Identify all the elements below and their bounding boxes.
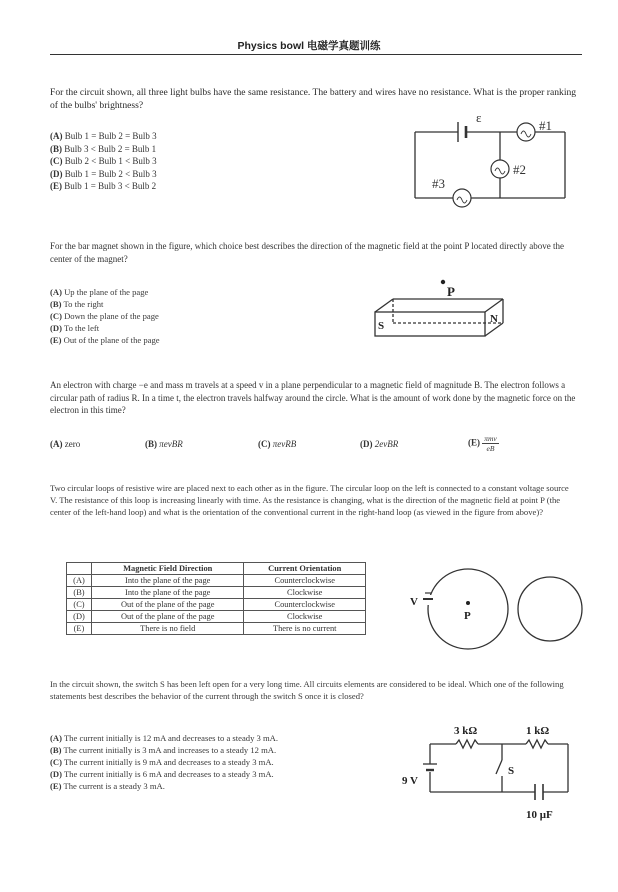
q2-bar-magnet-diagram — [365, 272, 525, 352]
q5-options — [50, 732, 390, 792]
q1-option-e[interactable] — [50, 180, 270, 193]
q1-option-c[interactable] — [50, 155, 270, 168]
table-row[interactable] — [67, 623, 366, 635]
table-cell: There is no current — [244, 623, 366, 635]
fraction — [482, 434, 499, 453]
table-header: Current Orientation — [244, 563, 366, 575]
table-header-row — [67, 563, 366, 575]
q3-options — [50, 434, 582, 458]
bar-magnet — [375, 299, 503, 336]
table-cell: Clockwise — [244, 587, 366, 599]
option-label: (D) — [360, 439, 373, 449]
bulb-1-icon — [517, 123, 535, 141]
q3-option-a[interactable] — [50, 438, 80, 451]
battery-icon — [458, 122, 466, 142]
q5-option-a[interactable] — [50, 732, 390, 744]
q3-option-d[interactable] — [360, 438, 398, 451]
fraction-denominator: eB — [486, 444, 495, 453]
resistor-1k-label: 1 kΩ — [526, 725, 550, 737]
switch-label: S — [508, 765, 515, 777]
option-label: (C) — [258, 439, 271, 449]
option-label: (C) — [50, 311, 62, 321]
option-label: (B) — [50, 299, 62, 309]
option-text: The current initially is 3 mA and increases to a steady 12 mA. — [63, 745, 277, 755]
capacitor-label: 10 μF — [526, 809, 553, 821]
option-text: 2evBR — [374, 439, 399, 449]
option-text: To the left — [63, 323, 100, 333]
q3-option-c[interactable] — [258, 438, 296, 451]
q3-option-b[interactable] — [145, 438, 183, 451]
table-cell: (E) — [67, 623, 92, 635]
point-p-dot — [441, 280, 445, 284]
q5-option-b[interactable] — [50, 744, 390, 756]
q2-option-c[interactable] — [50, 310, 270, 322]
table-cell: Into the plane of the page — [92, 575, 244, 587]
option-text: Bulb 1 = Bulb 2 = Bulb 3 — [64, 131, 157, 141]
q1-text: For the circuit shown, all three light bulbs have the same resistance. The battery and wires have no resistance. What is the proper ranking of the bulbs' brightness? — [50, 87, 577, 111]
q5-option-c[interactable] — [50, 756, 390, 768]
q4-loops-diagram — [398, 565, 588, 655]
option-text: Bulb 2 < Bulb 1 < Bulb 3 — [64, 156, 157, 167]
option-text: The current initially is 9 mA and decreases to a steady 3 mA. — [63, 757, 274, 767]
table-header — [67, 563, 92, 575]
q1-options — [50, 130, 270, 193]
bulb-2-label: #2 — [513, 162, 526, 177]
option-text: zero — [64, 439, 81, 449]
south-pole-label: S — [378, 320, 385, 332]
fraction-numerator: πmv — [484, 434, 497, 443]
q2-text: For the bar magnet shown in the figure, which choice best describes the direction of the magnetic field at the point P located directly above the center of the magnet? — [50, 241, 565, 264]
q5-text: In the circuit shown, the switch S has been left open for a very long time. All circuits elements are considered to be ideal. Which one of the following statements best describes the behavior of the current through the switch S once it is closed? — [50, 679, 564, 701]
point-p-label: P — [447, 284, 455, 299]
option-label: (B) — [50, 143, 62, 154]
voltage-source-label: V — [410, 596, 418, 608]
option-label: (D) — [50, 168, 63, 179]
table-cell: Clockwise — [244, 611, 366, 623]
option-label: (D) — [50, 323, 62, 333]
q5-option-d[interactable] — [50, 768, 390, 780]
header-rule — [50, 54, 582, 55]
option-text: πevRB — [272, 439, 297, 449]
table-row[interactable] — [67, 611, 366, 623]
option-text: Out of the plane of the page — [63, 335, 160, 345]
q5-circuit-diagram — [398, 718, 588, 828]
option-label: (A) — [50, 131, 63, 141]
q2-option-e[interactable] — [50, 334, 270, 346]
bulb-1-label: #1 — [539, 118, 552, 133]
option-label: (E) — [50, 181, 62, 192]
q4-text: Two circular loops of resistive wire are placed next to each other as in the figure. The circular loop on the left is connected to a constant voltage source V. The resistance of this loop is increasing linearly with time. As the resistance is changing, what is the direction of the magnetic field at point P (the center of the left-hand loop) and what is the orientation of the conventional current in the right-hand loop (as viewed in the figure from above)? — [50, 483, 569, 517]
option-text: To the right — [63, 299, 104, 309]
option-label: (B) — [50, 745, 62, 755]
table-cell: (C) — [67, 599, 92, 611]
q2-option-b[interactable] — [50, 298, 270, 310]
table-cell: Out of the plane of the page — [92, 599, 244, 611]
q3-text: An electron with charge −e and mass m travels at a speed v in a plane perpendicular to a magnetic field of magnitude B. The electron follows a circular path of radius R. In a time t, the electron travels halfway around the circle. What is the amount of work done by the magnetic force on the electron in this time? — [50, 380, 576, 416]
battery-label: 9 V — [402, 775, 418, 787]
north-pole-label: N — [490, 313, 498, 325]
table-cell: (B) — [67, 587, 92, 599]
q2-option-d[interactable] — [50, 322, 270, 334]
q1-circuit-diagram — [400, 110, 590, 210]
option-text: The current initially is 12 mA and decreases to a steady 3 mA. — [63, 733, 279, 743]
table-cell: (D) — [67, 611, 92, 623]
table-cell: There is no field — [92, 623, 244, 635]
table-cell: Out of the plane of the page — [92, 611, 244, 623]
option-text: Down the plane of the page — [64, 311, 159, 321]
q2-option-a[interactable] — [50, 286, 270, 298]
option-text: πevBR — [159, 439, 183, 449]
q5-option-e[interactable] — [50, 780, 390, 792]
table-row[interactable] — [67, 599, 366, 611]
q1-option-d[interactable] — [50, 168, 270, 181]
option-label: (E) — [50, 781, 62, 791]
option-text: Up the plane of the page — [64, 287, 149, 297]
bulb-3-icon — [453, 189, 471, 207]
option-label: (E) — [50, 335, 62, 345]
option-text: Bulb 1 = Bulb 3 < Bulb 2 — [64, 181, 157, 192]
table-cell: Counterclockwise — [244, 575, 366, 587]
table-cell: Into the plane of the page — [92, 587, 244, 599]
option-label: (C) — [50, 156, 63, 167]
resistor-1k-icon — [526, 740, 548, 748]
resistor-3k-label: 3 kΩ — [454, 725, 478, 737]
table-header: Magnetic Field Direction — [92, 563, 244, 575]
resistor-3k-icon — [456, 740, 478, 748]
option-label: (A) — [50, 287, 62, 297]
battery-label: ε — [476, 110, 482, 125]
table-cell: Counterclockwise — [244, 599, 366, 611]
table-row[interactable] — [67, 575, 366, 587]
switch-icon — [496, 760, 502, 774]
point-p-dot — [466, 601, 470, 605]
option-label: (E) — [468, 437, 480, 448]
q1-option-b[interactable] — [50, 143, 270, 156]
option-label: (A) — [50, 439, 63, 449]
option-text: The current is a steady 3 mA. — [63, 781, 165, 791]
page-title: Physics bowl 电磁学真题训练 — [237, 40, 381, 52]
option-text: Bulb 3 < Bulb 2 = Bulb 1 — [64, 143, 157, 154]
point-p-label: P — [464, 610, 471, 622]
table-row[interactable] — [67, 587, 366, 599]
option-label: (A) — [50, 733, 62, 743]
q2-options — [50, 286, 270, 346]
left-loop — [428, 569, 508, 649]
q3-option-e[interactable] — [468, 434, 499, 453]
option-text: The current initially is 6 mA and decreases to a steady 3 mA. — [63, 769, 274, 779]
q4-answer-table — [66, 562, 366, 635]
option-label: (C) — [50, 757, 62, 767]
option-label: (B) — [145, 439, 157, 449]
option-label: (D) — [50, 769, 62, 779]
right-loop — [518, 577, 582, 641]
q1-option-a[interactable] — [50, 130, 270, 143]
bulb-3-label: #3 — [432, 176, 445, 191]
bulb-2-icon — [491, 160, 509, 178]
option-text: Bulb 1 = Bulb 2 < Bulb 3 — [64, 168, 157, 179]
table-cell: (A) — [67, 575, 92, 587]
